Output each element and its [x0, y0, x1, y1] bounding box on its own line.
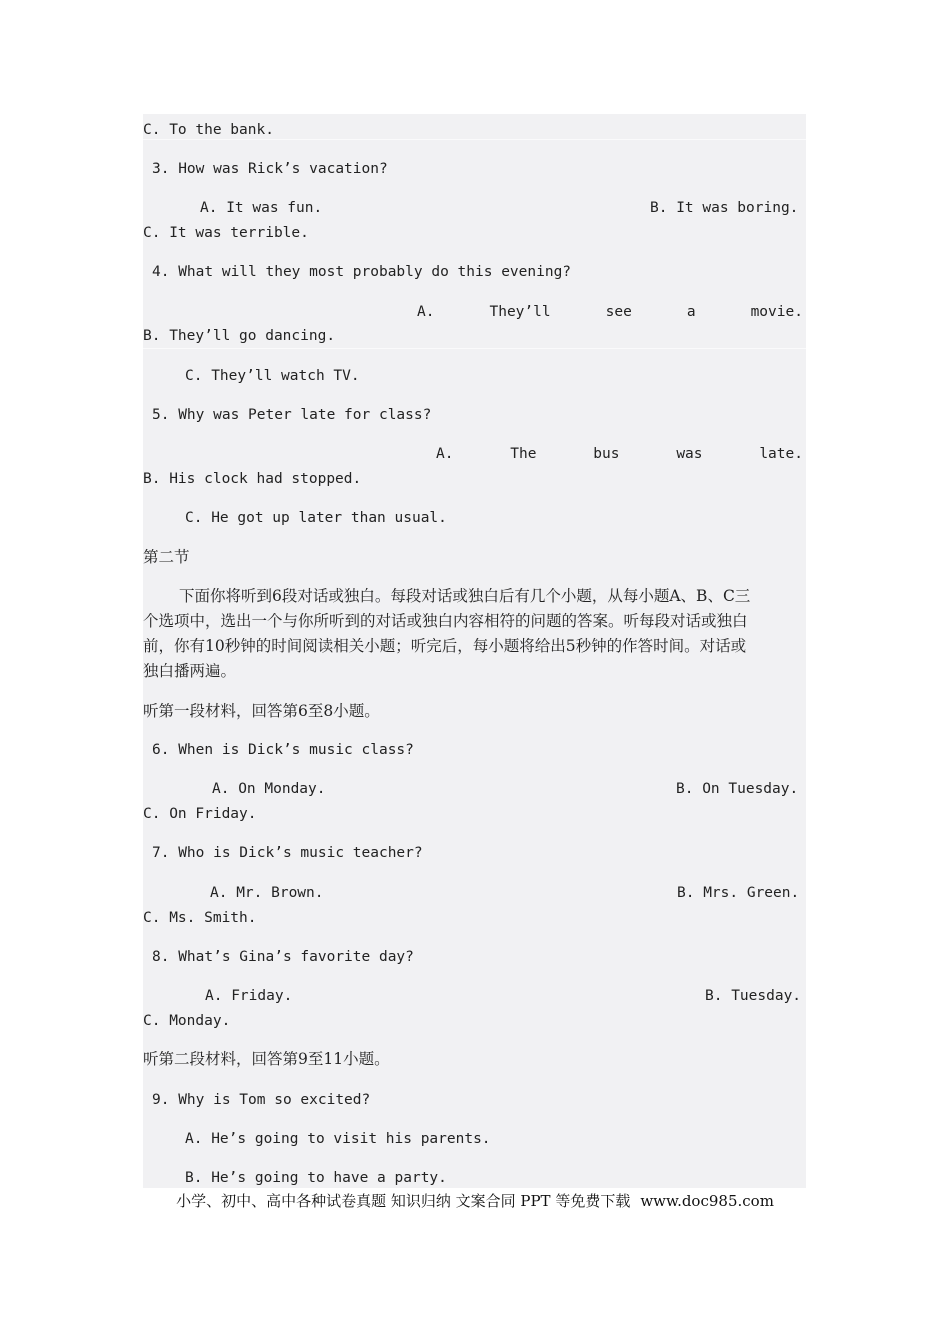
option-6c: C. On Friday. [143, 806, 257, 822]
instructions-line-2: 个选项中，选出一个与你所听到的对话或独白内容相符的问题的答案。听每段对话或独白 [143, 612, 748, 630]
instructions-line-3: 前，你有10秒钟的时间阅读相关小题；听完后，每小题将给出5秒钟的作答时间。对话或 [143, 637, 747, 655]
option-8c: C. Monday. [143, 1013, 231, 1029]
question-3: 3. How was Rick’s vacation? [152, 161, 388, 177]
option-8b: B. Tuesday. [705, 988, 802, 1004]
word: late. [759, 446, 803, 462]
material-heading-2: 听第二段材料，回答第9至11小题。 [143, 1050, 390, 1068]
word: was [676, 446, 703, 462]
option-5b: B. His clock had stopped. [143, 471, 362, 487]
question-6: 6. When is Dick’s music class? [152, 742, 414, 758]
option-9b: B. He’s going to have a party. [185, 1170, 447, 1186]
word: see [605, 304, 632, 320]
question-5: 5. Why was Peter late for class? [152, 407, 432, 423]
option-3a: A. It was fun. [200, 200, 323, 216]
option-7a: A. Mr. Brown. [210, 885, 324, 901]
question-7: 7. Who is Dick’s music teacher? [152, 845, 423, 861]
divider [143, 348, 806, 349]
instructions-line-1: 下面你将听到6段对话或独白。每段对话或独白后有几个小题，从每小题A、B、C三 [179, 587, 751, 605]
option-8a: A. Friday. [205, 988, 293, 1004]
question-4: 4. What will they most probably do this evening? [152, 264, 572, 280]
option-7b: B. Mrs. Green. [677, 885, 800, 901]
option-4b: B. They’ll go dancing. [143, 328, 336, 344]
word: movie. [750, 304, 803, 320]
footer-text: 小学、初中、高中各种试卷真题 知识归纳 文案合同 PPT 等免费下载 [176, 1192, 631, 1210]
option-6b: B. On Tuesday. [676, 781, 799, 797]
option-3c: C. It was terrible. [143, 225, 309, 241]
option-6a: A. On Monday. [212, 781, 326, 797]
question-8: 8. What’s Gina’s favorite day? [152, 949, 414, 965]
option-3b: B. It was boring. [650, 200, 799, 216]
section-heading: 第二节 [143, 548, 190, 566]
word: a [686, 304, 696, 320]
option-7c: C. Ms. Smith. [143, 910, 257, 926]
word: bus [593, 446, 620, 462]
word: The [510, 446, 537, 462]
page-footer [0, 1190, 950, 1211]
option-4c: C. They’ll watch TV. [185, 368, 360, 384]
word: A. [436, 446, 454, 462]
option-5c: C. He got up later than usual. [185, 510, 447, 526]
divider [143, 139, 806, 140]
option-9a: A. He’s going to visit his parents. [185, 1131, 491, 1147]
document-page [143, 114, 806, 1188]
option-line: C. To the bank. [143, 122, 274, 138]
option-5a [436, 444, 803, 464]
word: A. [417, 304, 435, 320]
instructions-line-4: 独白播两遍。 [143, 662, 237, 680]
option-4a [417, 302, 803, 322]
footer-url[interactable]: www.doc985.com [640, 1192, 774, 1210]
question-9: 9. Why is Tom so excited? [152, 1092, 371, 1108]
word: They’ll [489, 304, 551, 320]
material-heading-1: 听第一段材料，回答第6至8小题。 [143, 702, 380, 720]
